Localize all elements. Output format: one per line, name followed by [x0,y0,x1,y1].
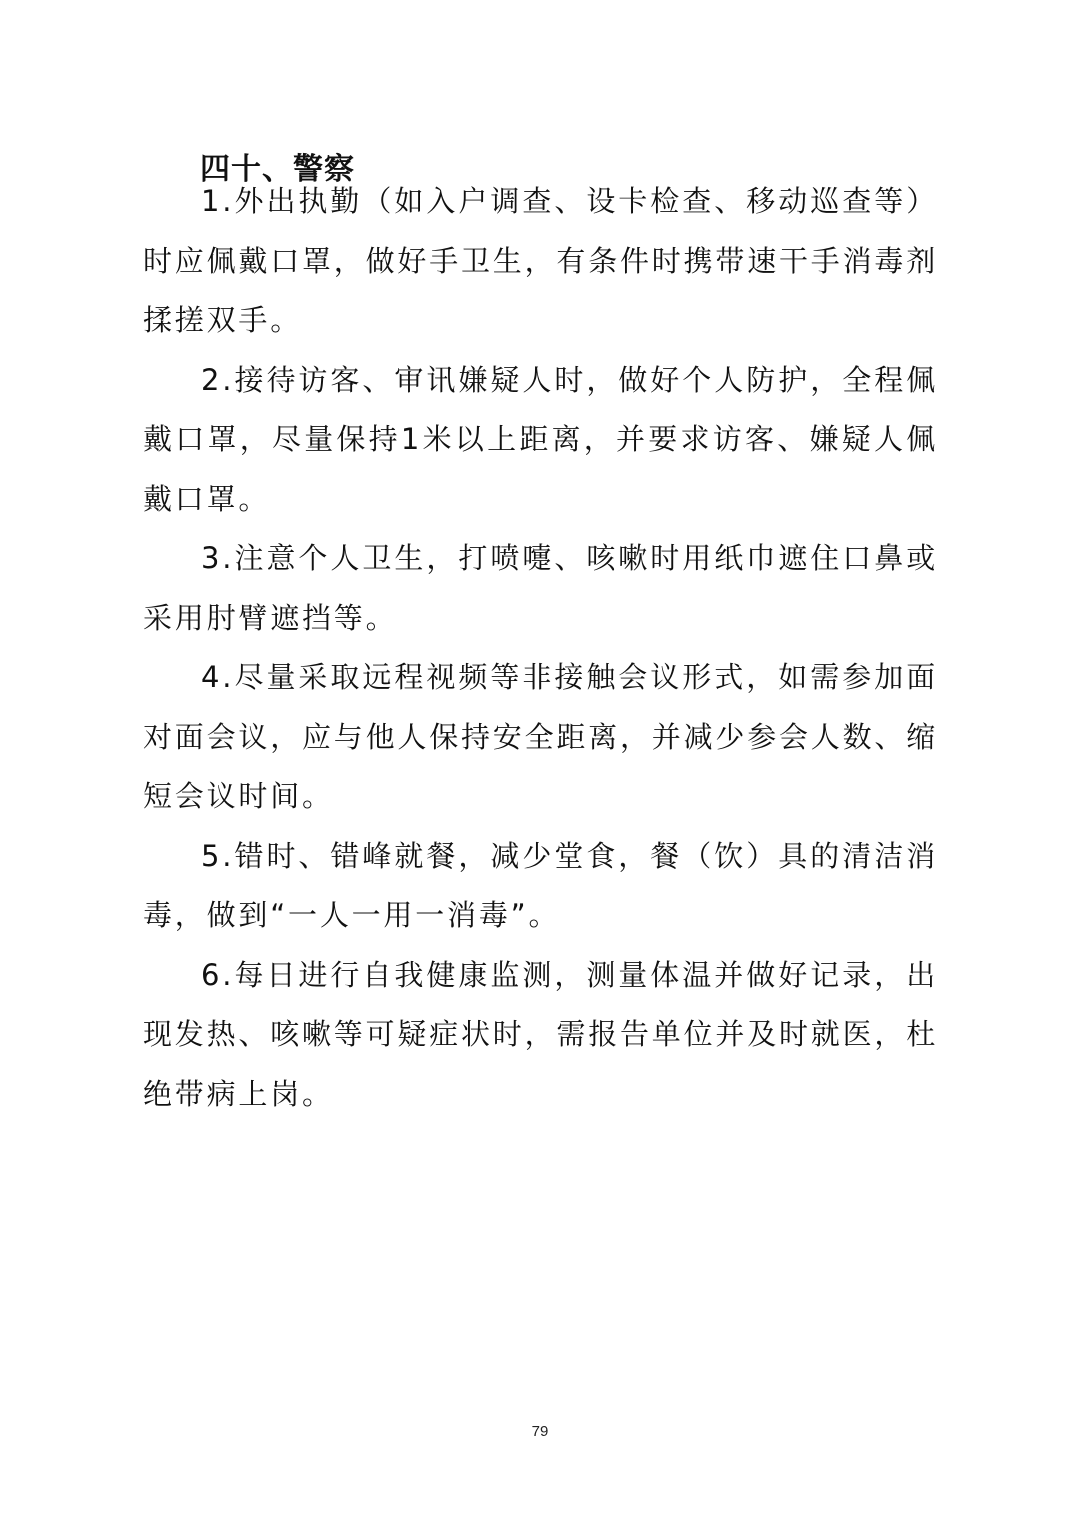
page-number: 79 [531,1423,549,1440]
paragraph-2: 2.接待访客、审讯嫌疑人时，做好个人防护，全程佩戴口罩，尽量保持1米以上距离，并要求访客、嫌疑人佩戴口罩。 [143,362,938,516]
paragraph-3: 3.注意个人卫生，打喷嚏、咳嗽时用纸巾遮住口鼻或采用肘臂遮挡等。 [143,541,938,635]
paragraph-5: 5.错时、错峰就餐，减少堂食，餐（饮）具的清洁消毒，做到“一人一用一消毒”。 [143,838,938,932]
paragraph-4: 4.尽量采取远程视频等非接触会议形式，如需参加面对面会议，应与他人保持安全距离，并减少参会人数、缩短会议时间。 [143,660,939,813]
paragraph-6: 6.每日进行自我健康监测，测量体温并做好记录，出现发热、咳嗽等可疑症状时，需报告单位并及时就医，杜绝带病上岗。 [143,957,939,1111]
section-heading: 四十、警察 [200,152,355,188]
document-body [143,172,938,1124]
paragraph-1: 1.外出执勤（如入户调查、设卡检查、移动巡查等）时应佩戴口罩，做好手卫生，有条件时携带速干手消毒剂揉搓双手。 [143,184,939,337]
